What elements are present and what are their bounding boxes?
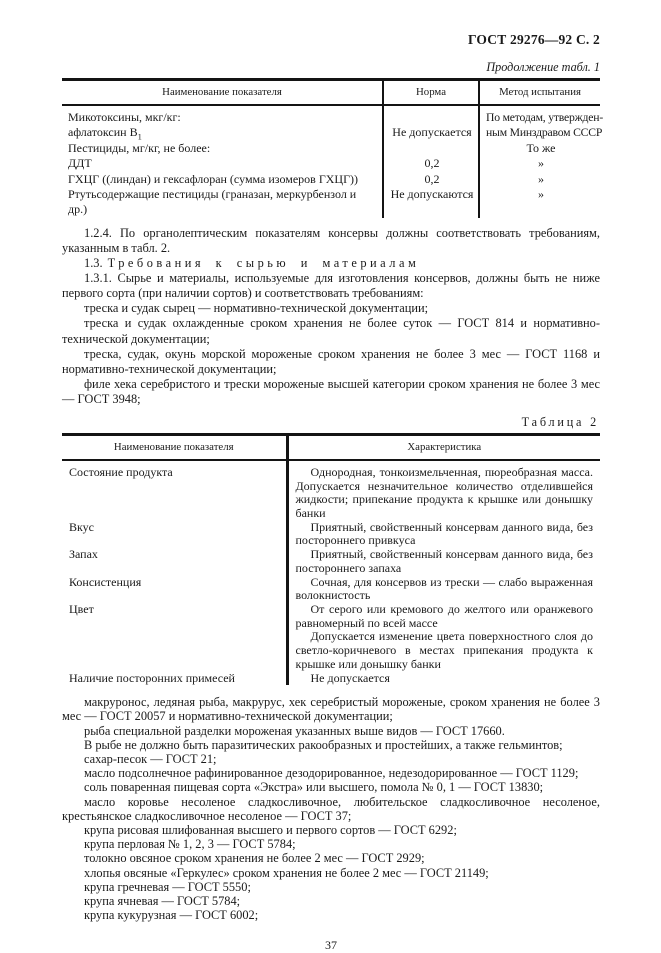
table-row [62, 141, 600, 156]
paragraph: треска, судак, окунь морской мороженые сроком хранения не более 3 мес — ГОСТ 1168 и нормативно-технической документации; [62, 346, 600, 376]
indicator-name: ДДТ [68, 156, 92, 171]
table2-caption: Таблица 2 [521, 414, 599, 429]
indicator-name [62, 125, 383, 140]
paragraph: макруронос, ледяная рыба, макрурус, хек серебристый мороженые, сроком хранения не более 3 мес — ГОСТ 20057 и нормативно-технической документации; [62, 695, 600, 724]
table-row [62, 576, 600, 603]
heading-text: Требования к сырью и материалам [107, 256, 420, 271]
indicator-name: Цвет [69, 602, 94, 616]
characteristic-text: От серого или кремового до желтого или оранжевого равномерный по всей массе [295, 602, 593, 630]
characteristic [287, 460, 600, 521]
paragraph: филе хека серебристого и трески мороженые высшей категории сроком хранения не более 3 мес — ГОСТ 3948; [62, 376, 600, 406]
test-method: » [479, 187, 600, 218]
indicator-name: Микотоксины, мкг/кг: [68, 110, 181, 124]
table2-header-characteristic: Характеристика [287, 434, 600, 460]
section-heading-1-3 [62, 256, 600, 271]
indicator-name: Состояние продукта [69, 464, 173, 479]
table-row [62, 521, 600, 548]
paragraph: толокно овсяное сроком хранения не более 2 мес — ГОСТ 2929; [84, 851, 425, 866]
paragraph: хлопья овсяные «Геркулес» сроком хранения не более 2 мес — ГОСТ 21149; [84, 865, 489, 880]
norm-value [383, 105, 479, 125]
indicator-name: Пестициды, мг/кг, не более: [68, 140, 211, 155]
test-method-line: ным Минздравом СССР [486, 126, 603, 140]
norm-value: 0,2 [383, 172, 479, 187]
indicator-name: Запах [69, 547, 98, 562]
test-method: » [479, 172, 600, 187]
indicator-subscript: 1 [137, 131, 142, 142]
indicator-name: ГХЦГ ((линдан) и гексафлоран (сумма изомеров ГХЦГ)) [68, 171, 359, 186]
paragraph: крупа кукурузная — ГОСТ 6002; [84, 908, 259, 923]
paragraph: В рыбе не должно быть паразитических ракообразных и простейших, а также гельминтов; [84, 737, 563, 752]
norm-value: Не допускается [383, 125, 479, 140]
table1-header-row [62, 80, 600, 106]
section-raw-materials-list [62, 695, 600, 922]
paragraph: масло коровье несоленое сладкосливочное, любительское сладкосливочное несоленое, крестьянское сладкосливочное несоленое — ГОСТ 37; [62, 794, 600, 823]
characteristic [287, 672, 600, 686]
table-row [62, 672, 600, 686]
characteristic-text: Сочная, для консервов из трески — слабо выраженная волокнистость [295, 574, 593, 603]
table-row [62, 172, 600, 187]
test-method [479, 105, 604, 141]
characteristic-text: Приятный, свойственный консервам данного вида, без постороннего привкуса [295, 519, 593, 548]
table1-caption: Продолжение табл. 1 [486, 60, 600, 74]
characteristic-text: Однородная, тонкоизмельченная, пюреобразная масса. Допускается незначительное количество отделившейся жидкости; припекание продукта к крышке или донышку банки [295, 464, 593, 521]
paragraph: крупа перловая № 1, 2, 3 — ГОСТ 5784; [84, 837, 296, 852]
table2-header-row [62, 434, 600, 460]
indicator-name: Консистенция [69, 574, 142, 589]
characteristic [287, 576, 600, 603]
test-method-line: По методам, утвержден- [486, 111, 604, 124]
norm-value [383, 141, 479, 156]
paragraph: крупа рисовая шлифованная высшего и первого сортов — ГОСТ 6292; [84, 823, 457, 838]
table1-continuation [62, 78, 604, 218]
gost-header: ГОСТ 29276—92 С. 2 [467, 32, 600, 47]
paragraph: 1.3.1. Сырье и материалы, используемые для изготовления консервов, должны быть не ниже первого сорта (при наличии сортов) и соответствовать требованиям: [62, 271, 600, 301]
page-number: 37 [325, 938, 337, 953]
characteristic-text: Не допускается [310, 670, 390, 685]
paragraph: 1.2.4. По органолептическим показателям консервы должны соответствовать требованиям, указанным в табл. 2. [62, 225, 600, 255]
test-method: То же [479, 141, 600, 156]
table1-header-name: Наименование показателя [62, 80, 383, 106]
table-row [62, 460, 600, 521]
table1-header-norm: Норма [383, 80, 479, 106]
characteristic [287, 603, 600, 672]
paragraph: масло подсолнечное рафинированное дезодорированное, недезодорированное — ГОСТ 1129; [84, 766, 579, 781]
characteristic-text: Допускается изменение цвета поверхностного слоя до светло-коричневого в местах припекания продукта к крышке или донышку банки [295, 629, 593, 671]
paragraph: треска и судак охлажденные сроком хранения не более суток — ГОСТ 814 и нормативно-технической документации; [62, 316, 600, 346]
paragraph: сахар-песок — ГОСТ 21; [84, 752, 217, 767]
indicator-name: Наличие посторонних примесей [69, 670, 235, 685]
table-row [62, 105, 600, 125]
paragraph: крупа ячневая — ГОСТ 5784; [84, 894, 241, 909]
table2-header-name: Наименование показателя [62, 434, 287, 460]
table1-header-method: Метод испытания [479, 80, 600, 106]
paragraph: крупа гречневая — ГОСТ 5550; [84, 879, 251, 894]
heading-number: 1.3. [84, 256, 103, 271]
characteristic [287, 521, 600, 548]
paragraph: треска и судак сырец — нормативно-технической документации; [84, 301, 429, 316]
test-method: » [479, 156, 600, 171]
indicator-name: Ртутьсодержащие пестициды (граназан, меркурбензол и др.) [68, 187, 357, 217]
norm-value: Не допускаются [383, 187, 479, 218]
section-1-2-4 [62, 226, 600, 407]
paragraph: рыба специальной разделки мороженая указанных выше видов — ГОСТ 17660. [84, 723, 505, 738]
characteristic [287, 548, 600, 575]
table-row [62, 603, 600, 672]
norm-value: 0,2 [383, 156, 479, 171]
paragraph: соль поваренная пищевая сорта «Экстра» или высшего, помола № 0, 1 — ГОСТ 13830; [84, 780, 544, 795]
table-row [62, 548, 600, 575]
table2-organoleptic [62, 433, 600, 685]
indicator-name: Вкус [69, 519, 94, 534]
indicator-name-text: афлатоксин В [68, 125, 138, 140]
table-row [62, 187, 600, 218]
document-page [62, 0, 604, 953]
characteristic-text: Приятный, свойственный консервам данного вида, без постороннего запаха [295, 547, 593, 575]
table-row [62, 156, 600, 171]
